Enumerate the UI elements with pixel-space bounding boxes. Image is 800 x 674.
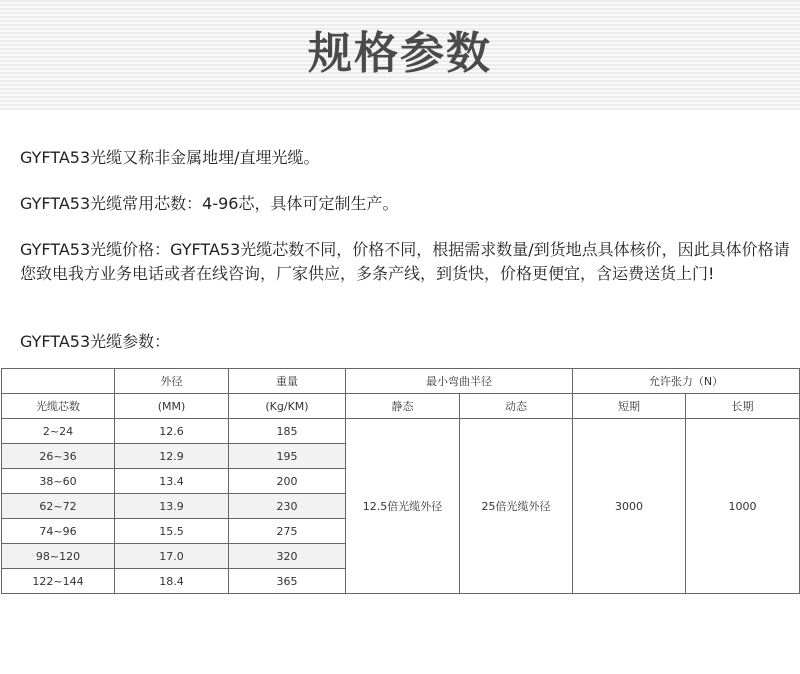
cell-od: 12.6 (115, 419, 229, 444)
cell-cores: 2~24 (2, 419, 115, 444)
cell-static-bend: 12.5倍光缆外径 (346, 419, 460, 594)
header-allowed-tension: 允许张力（N） (573, 369, 800, 394)
cell-long-term-tension: 1000 (686, 419, 800, 594)
cell-od: 15.5 (115, 519, 229, 544)
cell-od: 13.4 (115, 469, 229, 494)
cell-cores: 38~60 (2, 469, 115, 494)
cell-weight: 230 (229, 494, 346, 519)
cell-od: 17.0 (115, 544, 229, 569)
spec-table (1, 368, 800, 594)
header-long-term: 长期 (686, 394, 800, 419)
header-od-unit: (MM) (115, 394, 229, 419)
title-banner (0, 0, 800, 110)
cell-od: 18.4 (115, 569, 229, 594)
cell-weight: 195 (229, 444, 346, 469)
header-min-bend-radius: 最小弯曲半径 (346, 369, 573, 394)
core-count-paragraph: GYFTA53光缆常用芯数：4-96芯，具体可定制生产。 (20, 194, 399, 213)
header-outer-diameter: 外径 (115, 369, 229, 394)
cell-weight: 365 (229, 569, 346, 594)
price-paragraph: GYFTA53光缆价格：GYFTA53光缆芯数不同，价格不同，根据需求数量/到货地点具体核价，因此具体价格请您致电我方业务电话或者在线咨询，厂家供应，多条产线，到货快，价格更便宜，含运费送货上门! (20, 240, 790, 283)
header-weight: 重量 (229, 369, 346, 394)
table-row (2, 419, 800, 444)
cell-cores: 98~120 (2, 544, 115, 569)
cell-weight: 200 (229, 469, 346, 494)
intro-paragraph: GYFTA53光缆又称非金属地埋/直埋光缆。 (20, 148, 320, 167)
cell-dynamic-bend: 25倍光缆外径 (460, 419, 573, 594)
cell-od: 12.9 (115, 444, 229, 469)
header-short-term: 短期 (573, 394, 686, 419)
header-cores: 光缆芯数 (2, 394, 115, 419)
cell-od: 13.9 (115, 494, 229, 519)
header-weight-unit: (Kg/KM) (229, 394, 346, 419)
cell-weight: 320 (229, 544, 346, 569)
params-heading: GYFTA53光缆参数： (20, 332, 171, 351)
cell-short-term-tension: 3000 (573, 419, 686, 594)
page-title: 规格参数 (308, 28, 492, 79)
cell-weight: 275 (229, 519, 346, 544)
table-header-row (2, 369, 800, 394)
cell-weight: 185 (229, 419, 346, 444)
table-subheader-row (2, 394, 800, 419)
cell-cores: 74~96 (2, 519, 115, 544)
header-static: 静态 (346, 394, 460, 419)
header-dynamic: 动态 (460, 394, 573, 419)
cell-cores: 26~36 (2, 444, 115, 469)
cell-cores: 62~72 (2, 494, 115, 519)
header-empty-cell (2, 369, 115, 394)
cell-cores: 122~144 (2, 569, 115, 594)
